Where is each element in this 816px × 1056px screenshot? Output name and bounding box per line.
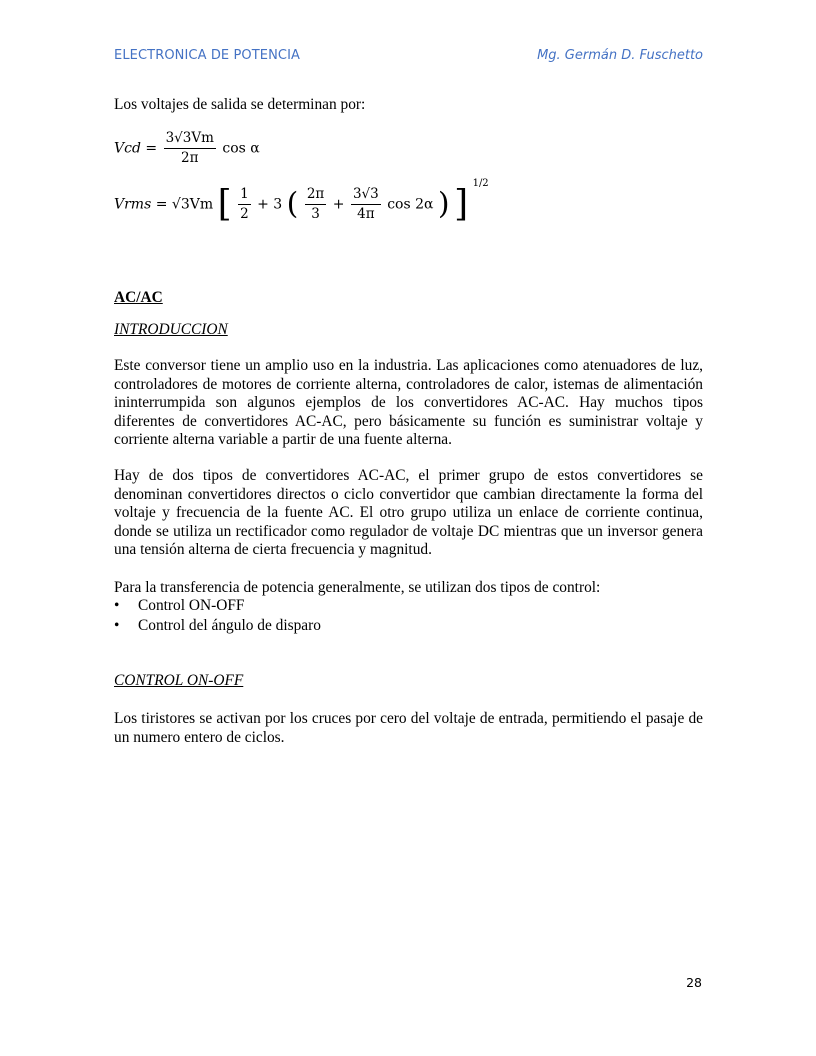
paragraph-types: Hay de dos tipos de convertidores AC-AC, el primer grupo de estos convertidores se denominan convertidores directos o ciclo convertidor que cambian directamente la forma del voltaje y frecuencia de la fuente AC. El otro grupo utiliza un enlace de corriente continua, donde se utiliza un rectificador como regulador de voltaje DC mientras que un inversor genera una tensión alterna de cierta frecuencia y magnitud. (114, 467, 703, 558)
bullet-icon: • (114, 617, 120, 634)
list-item (114, 596, 321, 616)
formula-vrms-cos: cos 2α (387, 196, 434, 213)
left-paren-icon: ( (286, 186, 299, 222)
formula-vrms-fraction-half (238, 186, 251, 223)
intro-line: Los voltajes de salida se determinan por: (114, 96, 366, 113)
fraction-numerator: 3√3 (351, 186, 381, 205)
formula-vcd-denominator: 2π (181, 150, 199, 166)
bullet-icon: • (114, 597, 120, 614)
control-list (114, 596, 321, 636)
formula-vrms (114, 178, 489, 225)
formula-vcd-fraction (164, 130, 216, 167)
formula-vrms-coef: √3Vm (171, 196, 214, 213)
paragraph-control: Para la transferencia de potencia generalmente, se utilizan dos tipos de control: (114, 579, 601, 596)
fraction-numerator: 2π (305, 186, 326, 205)
formula-vcd (114, 130, 260, 167)
formula-vcd-eq: = (145, 140, 158, 157)
formula-vrms-lhs: Vrms (114, 196, 152, 213)
formula-vcd-cos: cos α (222, 140, 260, 157)
list-item-text: Control del ángulo de disparo (138, 617, 321, 634)
header-author: Mg. Germán D. Fuschetto (537, 48, 703, 63)
fraction-denominator: 3 (311, 206, 320, 222)
right-bracket-icon: ] (454, 183, 469, 225)
section-title: AC/AC (114, 289, 163, 306)
page-number: 28 (686, 975, 702, 990)
formula-vrms-exponent: 1/2 (472, 178, 489, 189)
paragraph-intro: Este conversor tiene un amplio uso en la industria. Las aplicaciones como atenuadores de luz, controladores de motores de corriente alterna, controladores de calor, istemas de alimentación ininterrumpida son algunos ejemplos de los convertidores AC-AC. Hay muchos tipos diferentes de convertidores AC-AC, pero básicamente su función es suministrar voltaje y corriente alterna variable a partir de una fuente alterna. (114, 357, 703, 448)
right-paren-icon: ) (437, 186, 450, 222)
list-item-text: Control ON-OFF (138, 597, 245, 614)
paragraph-on-off: Los tiristores se activan por los cruces por cero del voltaje de entrada, permitiendo el pasaje de un numero entero de ciclos. (114, 710, 703, 746)
formula-vcd-lhs: Vcd (114, 140, 141, 157)
fraction-denominator: 2 (240, 206, 249, 222)
subsection-control-on-off: CONTROL ON-OFF (114, 672, 244, 689)
formula-vrms-plus: + (332, 196, 345, 213)
formula-vrms-fraction-3sqrt3-4pi (351, 186, 381, 223)
formula-vrms-eq: = (155, 196, 168, 213)
list-item (114, 616, 321, 636)
formula-vrms-plus-three: + 3 (257, 196, 283, 213)
formula-vrms-fraction-2pi-3 (305, 186, 326, 223)
fraction-numerator: 1 (238, 186, 251, 205)
fraction-denominator: 4π (357, 206, 375, 222)
header-title: ELECTRONICA DE POTENCIA (114, 48, 301, 63)
left-bracket-icon: [ (217, 183, 232, 225)
formula-vcd-numerator: 3√3Vm (164, 130, 216, 149)
subsection-introduccion: INTRODUCCION (114, 321, 228, 338)
